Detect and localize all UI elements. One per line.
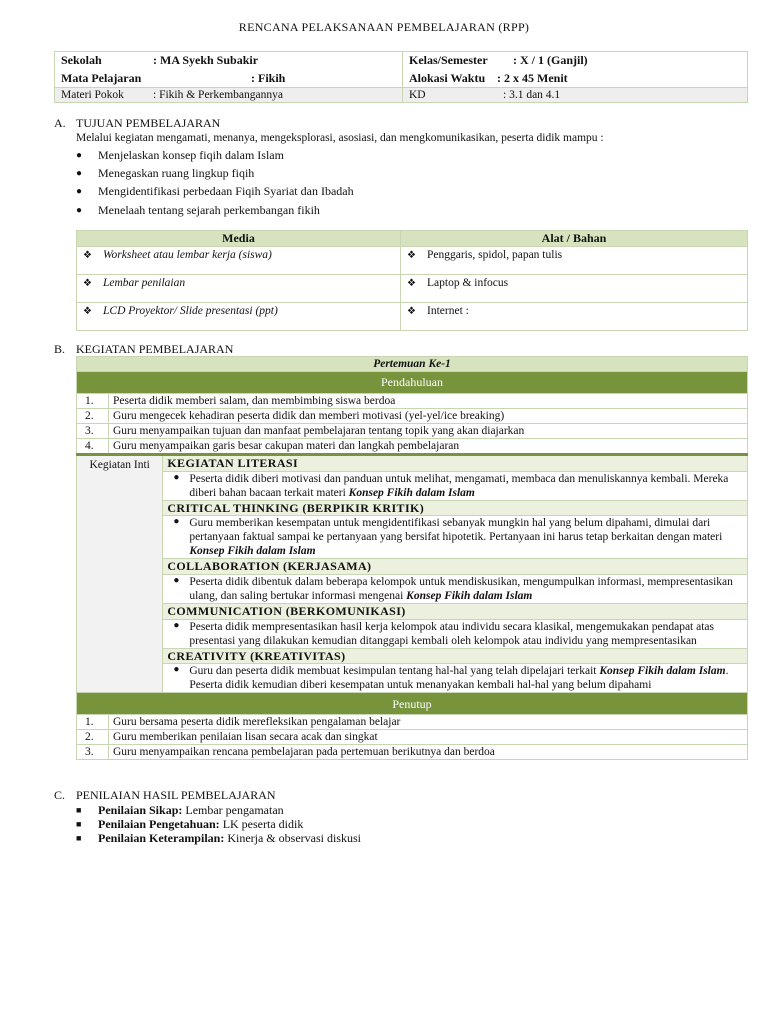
- kegiatan-inti-label: Kegiatan Inti: [77, 455, 163, 693]
- critical-thinking-detail: [163, 516, 748, 559]
- penilaian-value: LK peserta didik: [219, 817, 304, 831]
- literasi-heading: KEGIATAN LITERASI: [163, 455, 748, 472]
- alokasi-cell: [403, 70, 748, 88]
- bullet-icon: ●: [173, 664, 180, 676]
- alokasi-label: Alokasi Waktu: [409, 70, 486, 85]
- row-number: 1.: [77, 715, 109, 730]
- row-number: 2.: [77, 730, 109, 745]
- section-a-letter: A.: [54, 116, 66, 130]
- mapel-label: Mata Pelajaran: [61, 70, 142, 85]
- bullet-icon: ●: [173, 575, 180, 587]
- document-title: RENCANA PELAKSANAAN PEMBELAJARAN (RPP): [238, 20, 530, 34]
- penilaian-label: Penilaian Keterampilan:: [98, 831, 225, 845]
- sekolah-value: : MA Syekh Subakir: [153, 53, 259, 68]
- penilaian-item: [76, 831, 361, 846]
- pendahuluan-item: Guru menyampaikan tujuan dan manfaat pembelajaran tentang topik yang akan diajarkan: [109, 424, 748, 439]
- alat-text: Internet :: [427, 304, 469, 317]
- literasi-detail: [163, 471, 748, 500]
- pendahuluan-item: Peserta didik memberi salam, dan membimbing siswa berdoa: [109, 394, 748, 409]
- alat-cell: [401, 246, 748, 274]
- kelas-label: Kelas/Semester: [409, 53, 488, 68]
- goal-text: Menelaah tentang sejarah perkembangan fikih: [98, 203, 320, 217]
- collaboration-heading: COLLABORATION (KERJASAMA): [163, 559, 748, 575]
- media-text: LCD Proyektor/ Slide presentasi (ppt): [103, 304, 278, 317]
- row-number: 3.: [77, 424, 109, 439]
- goal-text: Menjelaskan konsep fiqih dalam Islam: [98, 148, 284, 162]
- media-table: [76, 230, 748, 331]
- penutup-band: Penutup: [77, 693, 748, 715]
- detail-tail: . Peserta didik kemudian diberi kesempatan untuk menanyakan kembali hal-hal yang belum dipahami: [189, 665, 729, 692]
- kegiatan-table: [76, 356, 748, 760]
- diamond-bullet-icon: ❖: [83, 277, 92, 289]
- diamond-bullet-icon: ❖: [407, 249, 416, 261]
- bullet-icon: ●: [173, 516, 180, 528]
- penilaian-value: Lembar pengamatan: [182, 803, 284, 817]
- kd-value: : 3.1 dan 4.1: [503, 89, 561, 101]
- alat-cell: [401, 302, 748, 330]
- bullet-icon: ●: [76, 150, 83, 161]
- communication-detail: [163, 619, 748, 648]
- goal-text: Menegaskan ruang lingkup fiqih: [98, 166, 255, 180]
- alokasi-value: : 2 x 45 Menit: [497, 70, 568, 85]
- media-text: Lembar penilaian: [103, 276, 186, 289]
- mapel-cell: [55, 70, 403, 88]
- pertemuan-label: Pertemuan Ke-1: [77, 357, 748, 372]
- goal-item: [76, 184, 354, 199]
- identity-table: [54, 51, 748, 103]
- alat-text: Penggaris, spidol, papan tulis: [427, 248, 563, 261]
- detail-text: Peserta didik diberi motivasi dan panduan untuk melihat, mengamati, membaca dan menuliskannya kembali. Mereka diberi bahan bacaan terkait materi: [189, 472, 729, 499]
- bullet-icon: ●: [76, 205, 83, 216]
- creativity-detail: [163, 664, 748, 693]
- materi-label: Materi Pokok: [61, 89, 124, 101]
- sekolah-label: Sekolah: [61, 53, 102, 68]
- bullet-icon: ●: [173, 471, 180, 483]
- section-a-intro: Melalui kegiatan mengamati, menanya, mengeksplorasi, asosiasi, dan mengkomunikasikan, peserta didik mampu :: [76, 132, 604, 144]
- media-cell: [77, 246, 401, 274]
- alat-text: Laptop & infocus: [427, 276, 509, 289]
- penilaian-item: [76, 803, 284, 818]
- goal-item: [76, 148, 284, 163]
- sekolah-cell: [55, 52, 403, 70]
- section-b-heading: [54, 342, 233, 357]
- kd-cell: [403, 88, 748, 103]
- section-b-title: KEGIATAN PEMBELAJARAN: [76, 342, 234, 356]
- section-b-letter: B.: [54, 342, 66, 356]
- square-bullet-icon: ■: [76, 833, 82, 843]
- square-bullet-icon: ■: [76, 819, 82, 829]
- section-c-heading: [54, 788, 276, 803]
- media-text: Worksheet atau lembar kerja (siswa): [103, 248, 272, 261]
- kelas-value: : X / 1 (Ganjil): [513, 53, 588, 68]
- penutup-item: Guru menyampaikan rencana pembelajaran pada pertemuan berikutnya dan berdoa: [109, 745, 748, 760]
- penutup-item: Guru bersama peserta didik merefleksikan pengalaman belajar: [109, 715, 748, 730]
- diamond-bullet-icon: ❖: [83, 249, 92, 261]
- goal-text: Mengidentifikasi perbedaan Fiqih Syariat dan Ibadah: [98, 184, 354, 198]
- row-number: 4.: [77, 439, 109, 455]
- section-a-heading: [54, 116, 220, 131]
- penilaian-label: Penilaian Sikap:: [98, 803, 183, 817]
- creativity-heading: CREATIVITY (KREATIVITAS): [163, 648, 748, 664]
- collaboration-detail: [163, 575, 748, 604]
- diamond-bullet-icon: ❖: [407, 305, 416, 317]
- diamond-bullet-icon: ❖: [83, 305, 92, 317]
- detail-text: Guru dan peserta didik membuat kesimpulan tentang hal-hal yang telah dipelajari terkait: [189, 665, 600, 678]
- bullet-icon: ●: [76, 186, 83, 197]
- pendahuluan-band: Pendahuluan: [77, 372, 748, 394]
- pendahuluan-item: Guru menyampaikan garis besar cakupan materi dan langkah pembelajaran: [109, 439, 748, 455]
- penilaian-value: Kinerja & observasi diskusi: [224, 831, 361, 845]
- materi-emphasis: Konsep Fikih dalam Islam: [189, 545, 316, 558]
- penutup-item: Guru memberikan penilaian lisan secara acak dan singkat: [109, 730, 748, 745]
- square-bullet-icon: ■: [76, 805, 82, 815]
- materi-value: : Fikih & Perkembangannya: [153, 89, 283, 101]
- bullet-icon: ●: [76, 168, 83, 179]
- penilaian-label: Penilaian Pengetahuan:: [98, 817, 220, 831]
- alat-header: Alat / Bahan: [401, 231, 748, 247]
- detail-text: Guru memberikan kesempatan untuk mengidentifikasi sebanyak mungkin hal yang belum dipahami, dimulai dari pertanyaan faktual sampai ke pertanyaan yang bersifat hipotetik. Pertanyaan ini harus tetap berkaitan dengan materi: [189, 517, 723, 544]
- detail-text: Peserta didik mempresentasikan hasil kerja kelompok atau individu secara klasikal, mengemukakan pendapat atas presentasi yang dilakukan kemudian ditanggapi kembali oleh kelompok atau individu yang mempresentasikan: [189, 620, 715, 647]
- section-a-title: TUJUAN PEMBELAJARAN: [76, 116, 221, 130]
- row-number: 1.: [77, 394, 109, 409]
- materi-emphasis: Konsep Fikih dalam Islam: [406, 590, 533, 603]
- bullet-icon: ●: [173, 619, 180, 631]
- materi-cell: [55, 88, 403, 103]
- section-c-letter: C.: [54, 788, 66, 802]
- goal-item: [76, 166, 254, 181]
- kd-label: KD: [409, 89, 426, 101]
- kelas-cell: [403, 52, 748, 70]
- section-c-title: PENILAIAN HASIL PEMBELAJARAN: [76, 788, 276, 802]
- diamond-bullet-icon: ❖: [407, 277, 416, 289]
- pendahuluan-item: Guru mengecek kehadiran peserta didik dan memberi motivasi (yel-yel/ice breaking): [109, 409, 748, 424]
- communication-heading: COMMUNICATION (BERKOMUNIKASI): [163, 604, 748, 620]
- penilaian-item: [76, 817, 303, 832]
- row-number: 2.: [77, 409, 109, 424]
- media-cell: [77, 302, 401, 330]
- alat-cell: [401, 274, 748, 302]
- media-cell: [77, 274, 401, 302]
- materi-emphasis: Konsep Fikih dalam Islam: [599, 665, 726, 678]
- detail-text: Peserta didik dibentuk dalam beberapa kelompok untuk mendiskusikan, mengumpulkan informasi, mempresentasikan ulang, dan saling bertukar informasi mengenai: [189, 576, 733, 603]
- critical-thinking-heading: CRITICAL THINKING (BERPIKIR KRITIK): [163, 500, 748, 516]
- materi-emphasis: Konsep Fikih dalam Islam: [348, 486, 475, 499]
- goal-item: [76, 203, 320, 218]
- row-number: 3.: [77, 745, 109, 760]
- media-header: Media: [77, 231, 401, 247]
- mapel-value: : Fikih: [251, 70, 286, 85]
